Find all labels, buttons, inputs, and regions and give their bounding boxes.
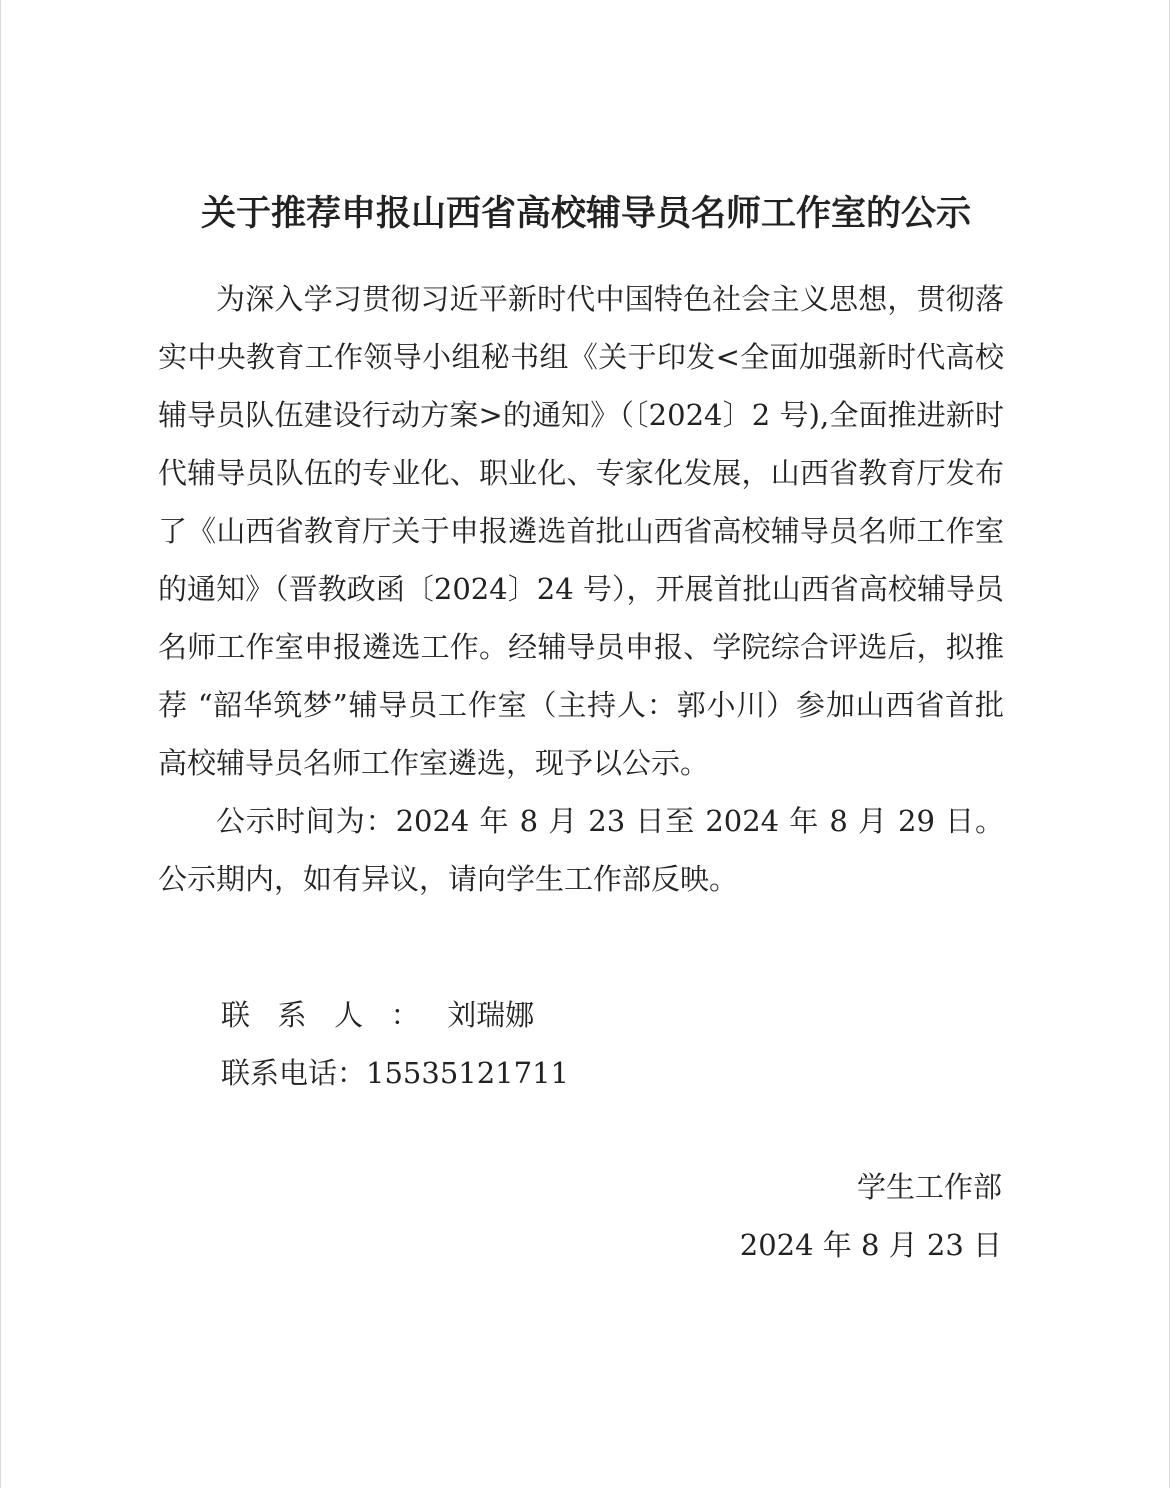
contact-person-name: 刘瑞娜 [447, 998, 535, 1032]
body-paragraph: 公示时间为：2024 年 8 月 23 日至 2024 年 8 月 29 日。公示期内，如有异议，请向学生工作部反映。 [158, 804, 1004, 896]
contact-person-line [221, 986, 534, 1044]
signature-department: 学生工作部 [856, 1170, 1002, 1204]
body-paragraph: 为深入学习贯彻习近平新时代中国特色社会主义思想，贯彻落实中央教育工作领导小组秘书组《关于印发<全面加强新时代高校辅导员队伍建设行动方案>的通知》（〔2024〕2 号),全面推进新时代辅导员队伍的专业化、职业化、专家化发展，山西省教育厅发布了《山西省教育厅关于申报遴选首批山西省高校辅导员名师工作室的通知》（晋教政函〔2024〕24 号），开展首批山西省高校辅导员名师工作室申报遴选工作。经辅导员申报、学院综合评选后，拟推荐 “韶华筑梦”辅导员工作室（主持人：郭小川）参加山西省首批高校辅导员名师工作室遴选，现予以公示。 [158, 282, 1004, 780]
document-title: 关于推荐申报山西省高校辅导员名师工作室的公示 [200, 194, 971, 234]
document-body [158, 270, 1004, 908]
contact-phone-line [221, 1044, 569, 1102]
contact-person-label: 联系人： [221, 998, 448, 1032]
signature-date: 2024 年 8 月 23 日 [739, 1228, 1002, 1262]
contact-phone-label: 联系电话： [221, 1056, 367, 1090]
contact-phone-number: 15535121711 [366, 1056, 569, 1090]
